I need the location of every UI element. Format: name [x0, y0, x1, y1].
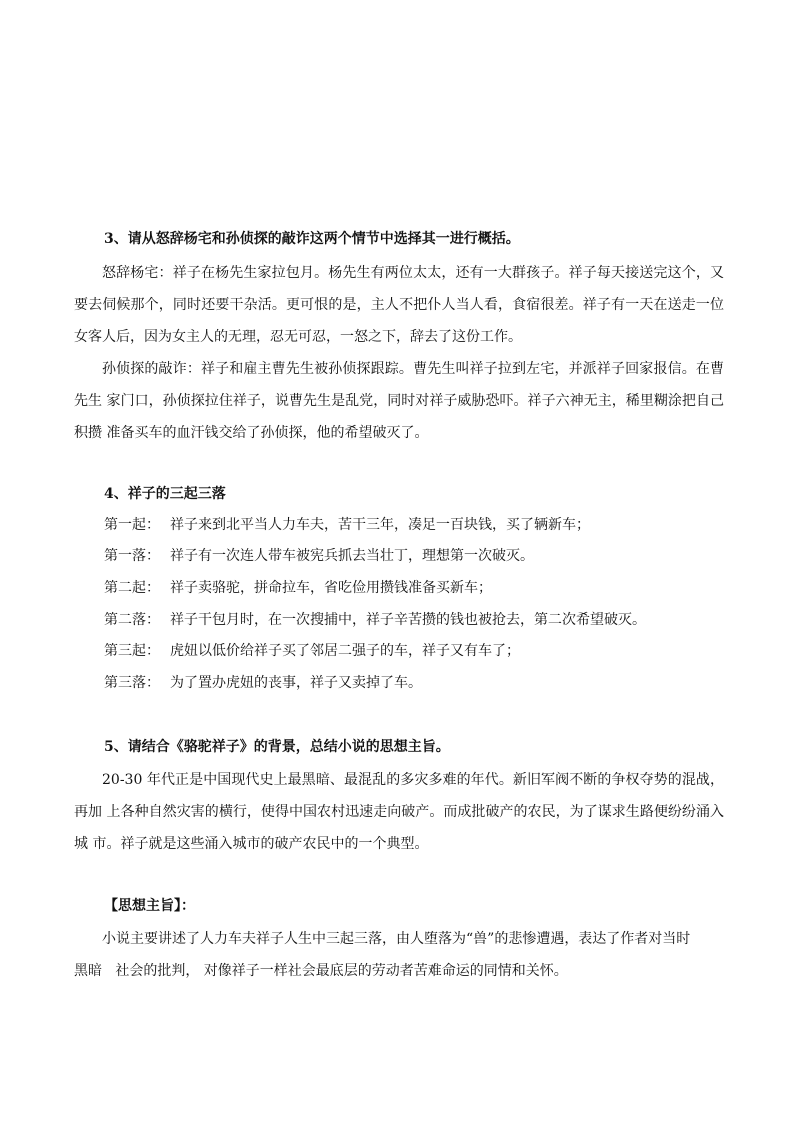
rise-fall-item	[104, 546, 534, 566]
section-5-paragraph: 20-30 年代正是中国现代史上最黑暗、最混乱的多灾多难的年代。新旧军阀不断的争权夺势的混战，再加 上各种自然灾害的横行，使得中国农村迅速走向破产。而成批破产的农民，为了谋求生路便纷纷涌入城 市。祥子就是这些涌入城市的破产农民中的一个典型。	[74, 772, 724, 852]
rise-fall-item	[104, 673, 422, 693]
theme-title: 【思想主旨】：	[104, 898, 195, 914]
theme-line-1: 小说主要讲述了人力车夫祥子人生中三起三落，由人堕落为“兽”的悲惨遭遇，表达了作者对当时	[102, 931, 691, 947]
section-5-title: 5、请结合《骆驼祥子》的背景，总结小说的思想主旨。	[104, 739, 450, 755]
rise-fall-label: 第二落：	[104, 612, 160, 628]
rise-fall-text: 祥子有一次连人带车被宪兵抓去当壮丁，理想第一次破灭。	[170, 548, 534, 564]
rise-fall-label: 第一起：	[104, 517, 160, 533]
rise-fall-item	[104, 610, 646, 630]
rise-fall-text: 祥子来到北平当人力车夫，苦干三年，凑足一百块钱，买了辆新车；	[170, 517, 590, 533]
section-3-paragraph-2: 孙侦探的敲诈：祥子和雇主曹先生被孙侦探跟踪。曹先生叫祥子拉到左宅，并派祥子回家报信。在曹先生 家门口，孙侦探拉住祥子，说曹先生是乱党，同时对祥子威胁恐吓。祥子六神无主，稀里糊涂把自己积攒 准备买车的血汗钱交给了孙侦探，他的希望破灭了。	[74, 361, 724, 441]
rise-fall-text: 为了置办虎妞的丧事，祥子又卖掉了车。	[170, 675, 422, 691]
section-3-paragraph-1: 怒辞杨宅：祥子在杨先生家拉包月。杨先生有两位太太，还有一大群孩子。祥子每天接送完这个，又要去伺候那个，同时还要干杂活。更可恨的是，主人不把仆人当人看，食宿很差。祥子有一天在送走一位 女客人后，因为女主人的无理，忍无可忍，一怒之下，辞去了这份工作。	[74, 265, 724, 345]
rise-fall-text: 祥子卖骆驼，拼命拉车，省吃俭用攒钱准备买新车；	[170, 580, 492, 596]
rise-fall-item	[104, 578, 492, 598]
rise-fall-label: 第二起：	[104, 580, 160, 596]
rise-fall-label: 第一落：	[104, 548, 160, 564]
theme-line-2: 黑暗 社会的批判， 对像祥子一样社会最底层的劳动者苦难命运的同情和关怀。	[74, 963, 568, 979]
section-3-title: 3、请从怒辞杨宅和孙侦探的敲诈这两个情节中选择其一进行概括。	[104, 231, 520, 247]
rise-fall-text: 祥子干包月时，在一次搜捕中，祥子辛苦攒的钱也被抢去，第二次希望破灭。	[170, 612, 646, 628]
rise-fall-text: 虎妞以低价给祥子买了邻居二强子的车，祥子又有车了；	[170, 643, 520, 659]
rise-fall-item	[104, 515, 590, 535]
rise-fall-label: 第三起：	[104, 643, 160, 659]
section-4-title: 4、祥子的三起三落	[104, 486, 226, 502]
rise-fall-item	[104, 641, 520, 661]
rise-fall-label: 第三落：	[104, 675, 160, 691]
